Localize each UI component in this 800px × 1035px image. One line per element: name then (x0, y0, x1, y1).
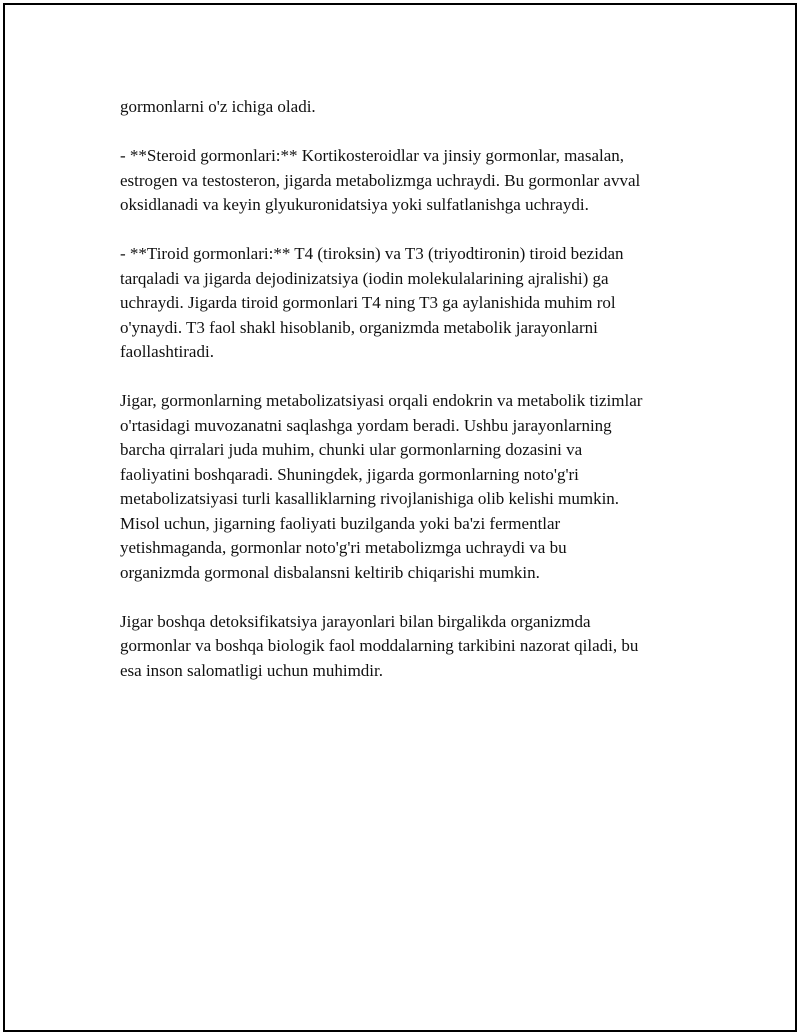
paragraph-liver-balance: Jigar, gormonlarning metabolizatsiyasi orqali endokrin va metabolik tizimlar o'rtasidagi muvozanatni saqlashga yordam beradi. Ushbu jarayonlarning barcha qirralari juda muhim, chunki ular gormonlarning dozasini va faoliyatini boshqaradi. Shuningdek, jigarda gormonlarning noto'g'ri metabolizatsiyasi turli kasalliklarning rivojlanishiga olib kelishi mumkin. Misol uchun, jigarning faoliyati buzilganda yoki ba'zi fermentlar yetishmaganda, gormonlar noto'g'ri metabolizmga uchraydi va bu organizmda gormonal disbalansni keltirib chiqarishi mumkin. (120, 391, 643, 582)
document-page (3, 3, 797, 1032)
paragraph-detoxification: Jigar boshqa detoksifikatsiya jarayonlari bilan birgalikda organizmda gormonlar va boshqa biologik faol moddalarning tarkibini nazorat qiladi, bu esa inson salomatligi uchun muhimdir. (120, 611, 639, 680)
document-body (120, 95, 700, 708)
paragraph-intro-continuation: gormonlarni o'z ichiga oladi. (120, 97, 316, 116)
paragraph-steroid-hormones: - **Steroid gormonlari:** Kortikosteroidlar va jinsiy gormonlar, masalan, estrogen va testosteron, jigarda metabolizmga uchraydi. Bu gormonlar avval oksidlanadi va keyin glyukuronidatsiya yoki sulfatlanishga uchraydi. (120, 146, 641, 214)
paragraph-thyroid-hormones: - **Tiroid gormonlari:** T4 (tiroksin) va T3 (triyodtironin) tiroid bezidan tarqaladi va jigarda dejodinizatsiya (iodin molekulalarining ajralishi) ga uchraydi. Jigarda tiroid gormonlari T4 ning T3 ga aylanishida muhim rol o'ynaydi. T3 faol shakl hisoblanib, organizmda metabolik jarayonlarni faollashtiradi. (120, 244, 624, 361)
